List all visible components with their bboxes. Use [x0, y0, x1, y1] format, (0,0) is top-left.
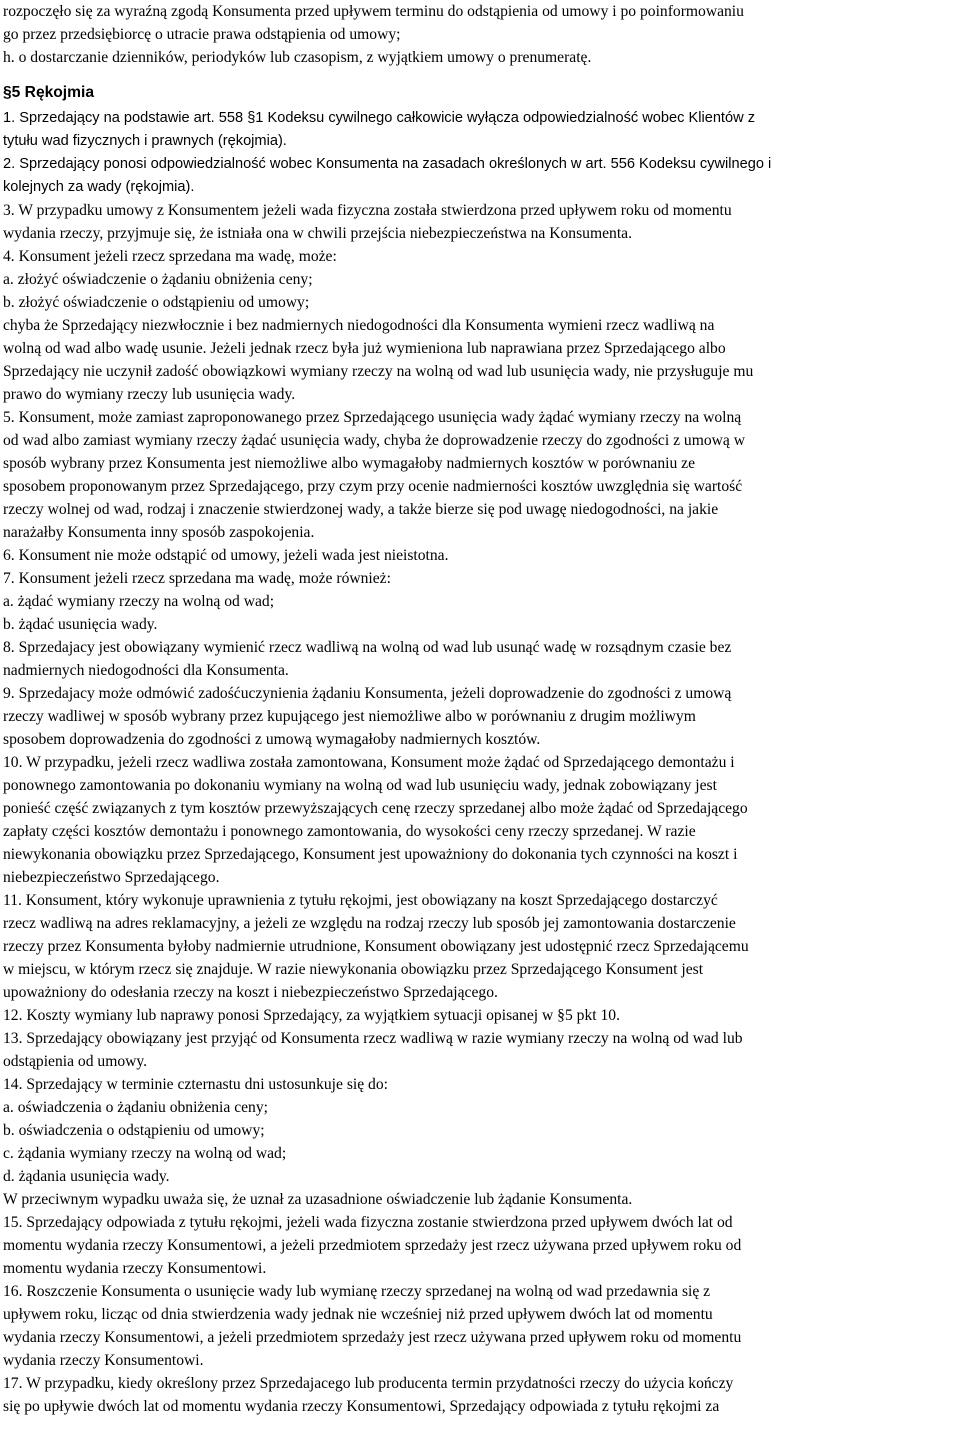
text-line: h. o dostarczanie dzienników, periodyków lub czasopism, z wyjątkiem umowy o prenumeratę.: [3, 49, 592, 66]
text-line: 14. Sprzedający w terminie czternastu dni ustosunkuje się do:: [3, 1076, 388, 1093]
text-line: tytułu wad fizycznych i prawnych (rękojmia).: [3, 133, 287, 149]
document-page: [3, 0, 957, 1441]
text-line: 1. Sprzedający na podstawie art. 558 §1 Kodeksu cywilnego całkowicie wyłącza odpowiedzialność wobec Klientów z: [3, 110, 755, 126]
text-line: upływem roku, licząc od dnia stwierdzenia wady jednak nie wcześniej niż przed upływem dwóch lat od momentu: [3, 1306, 713, 1323]
text-line: narażałby Konsumenta inny sposób zaspokojenia.: [3, 524, 315, 541]
text-line: sposób wybrany przez Konsumenta jest niemożliwe albo wymagałoby nadmiernych kosztów w porównaniu ze: [3, 455, 696, 472]
text-line: 8. Sprzedajacy jest obowiązany wymienić rzecz wadliwą na wolną od wad lub usunąć wadę w rozsądnym czasie bez: [3, 639, 732, 656]
text-line: 10. W przypadku, jeżeli rzecz wadliwa została zamontowana, Konsument może żądać od Sprzedającego demontażu i: [3, 754, 735, 771]
text-line: nadmiernych niedogodności dla Konsumenta.: [3, 662, 289, 679]
section-heading: §5 Rękojmia: [3, 84, 95, 101]
text-line: 4. Konsument jeżeli rzecz sprzedana ma wadę, może:: [3, 248, 337, 265]
text-line: 17. W przypadku, kiedy określony przez Sprzedajacego lub producenta termin przydatności rzeczy do użycia kończy: [3, 1375, 734, 1392]
text-line: rzeczy wadliwej w sposób wybrany przez kupującego jest niemożliwe albo w porównaniu z drugim możliwym: [3, 708, 696, 725]
text-line: wolną od wad albo wadę usunie. Jeżeli jednak rzecz była już wymieniona lub naprawiana przez Sprzedającego albo: [3, 340, 726, 357]
text-line: w miejscu, w którym rzecz się znajduje. W razie niewykonania obowiązku przez Sprzedającego Konsument jest: [3, 961, 704, 978]
text-line: 13. Sprzedający obowiązany jest przyjąć od Konsumenta rzecz wadliwą w razie wymiany rzeczy na wolną od wad lub: [3, 1030, 743, 1047]
text-line: 3. W przypadku umowy z Konsumentem jeżeli wada fizyczna została stwierdzona przed upływem roku od momentu: [3, 202, 732, 219]
text-line: niewykonania obowiązku przez Sprzedającego, Konsument jest upoważniony do dokonania tych czynności na koszt i: [3, 846, 738, 863]
text-line: 12. Koszty wymiany lub naprawy ponosi Sprzedający, za wyjątkiem sytuacji opisanej w §5 pkt 10.: [3, 1007, 620, 1024]
text-line: 15. Sprzedający odpowiada z tytułu rękojmi, jeżeli wada fizyczna zostanie stwierdzona przed upływem dwóch lat od: [3, 1214, 733, 1231]
text-line: 5. Konsument, może zamiast zaproponowanego przez Sprzedającego usunięcia wady żądać wymiany rzeczy na wolną: [3, 409, 742, 426]
text-line: sposobem proponowanym przez Sprzedającego, przy czym przy ocenie nadmierności kosztów uwzględnia się wartość: [3, 478, 743, 495]
text-line: W przeciwnym wypadku uważa się, że uznał za uzasadnione oświadczenie lub żądanie Konsumenta.: [3, 1191, 633, 1208]
text-line: się po upływie dwóch lat od momentu wydania rzeczy Konsumentowi, Sprzedający odpowiada z tytułu rękojmi za: [3, 1398, 720, 1415]
text-line: a. oświadczenia o żądaniu obniżenia ceny;: [3, 1099, 268, 1116]
text-line: b. oświadczenia o odstąpieniu od umowy;: [3, 1122, 265, 1139]
text-line: 11. Konsument, który wykonuje uprawnienia z tytułu rękojmi, jest obowiązany na koszt Sprzedającego dostarczyć: [3, 892, 718, 909]
text-line: sposobem doprowadzenia do zgodności z umową wymagałoby nadmiernych kosztów.: [3, 731, 541, 748]
text-line: momentu wydania rzeczy Konsumentowi.: [3, 1260, 267, 1277]
text-line: rzeczy wolnej od wad, rodzaj i znaczenie stwierdzonej wady, a także bierze się pod uwagę niedogodności, na jakie: [3, 501, 719, 518]
text-line: zapłaty części kosztów demontażu i ponownego zamontowania, do wysokości ceny rzeczy sprzedanej. W razie: [3, 823, 696, 840]
text-line: niebezpieczeństwo Sprzedającego.: [3, 869, 220, 886]
text-line: 7. Konsument jeżeli rzecz sprzedana ma wadę, może również:: [3, 570, 391, 587]
intro-block: [3, 0, 957, 69]
section-body: [3, 107, 957, 1441]
text-line: odstąpienia od umowy.: [3, 1053, 148, 1070]
text-line: d. żądania usunięcia wady.: [3, 1168, 170, 1185]
text-line: ponownego zamontowania po dokonaniu wymiany na wolną od wad lub usunięciu wady, jednak zobowiązany jest: [3, 777, 717, 794]
text-line: upoważniony do odesłania rzeczy na koszt i niebezpieczeństwo Sprzedającego.: [3, 984, 498, 1001]
text-line: 16. Roszczenie Konsumenta o usunięcie wady lub wymianę rzeczy sprzedanej na wolną od wad przedawnia się z: [3, 1283, 711, 1300]
text-line: chyba że Sprzedający niezwłocznie i bez nadmiernych niedogodności dla Konsumenta wymieni rzecz wadliwą na: [3, 317, 715, 334]
text-line: prawo do wymiany rzeczy lub usunięcia wady.: [3, 386, 296, 403]
text-line: od wad albo zamiast wymiany rzeczy żądać usunięcia wady, chyba że doprowadzenie rzeczy do zgodności z umową w: [3, 432, 745, 449]
text-line: wydania rzeczy, przyjmuje się, że istniała ona w chwili przejścia niebezpieczeństwa na Konsumenta.: [3, 225, 632, 242]
text-line: b. złożyć oświadczenie o odstąpieniu od umowy;: [3, 294, 310, 311]
text-line: wydania rzeczy Konsumentowi.: [3, 1352, 204, 1369]
text-line: kolejnych za wady (rękojmia).: [3, 179, 195, 195]
text-line: wydania rzeczy Konsumentowi, a jeżeli przedmiotem sprzedaży jest rzecz używana przed upływem roku od momentu: [3, 1329, 742, 1346]
text-line: rzecz wadliwą na adres reklamacyjny, a jeżeli ze względu na rodzaj rzeczy lub sposób jej zamontowania dostarczenie: [3, 915, 736, 932]
text-line: b. żądać usunięcia wady.: [3, 616, 158, 633]
text-line: c. żądania wymiany rzeczy na wolną od wad;: [3, 1145, 287, 1162]
text-line: 9. Sprzedajacy może odmówić zadośćuczynienia żądaniu Konsumenta, jeżeli doprowadzenie do zgodności z umową: [3, 685, 732, 702]
text-line: go przez przedsiębiorcę o utracie prawa odstąpienia od umowy;: [3, 26, 401, 43]
text-line: Sprzedający nie uczynił zadość obowiązkowi wymiany rzeczy na wolną od wad lub usunięcia wady, nie przysługuje mu: [3, 363, 754, 380]
text-line: a. żądać wymiany rzeczy na wolną od wad;: [3, 593, 275, 610]
text-line: a. złożyć oświadczenie o żądaniu obniżenia ceny;: [3, 271, 313, 288]
text-line: rzeczy przez Konsumenta byłoby nadmiernie utrudnione, Konsument obowiązany jest udostępnić rzecz Sprzedającemu: [3, 938, 749, 955]
text-line: ponieść część związanych z tym kosztów przewyższających cenę rzeczy sprzedanej albo może żądać od Sprzedającego: [3, 800, 748, 817]
text-line: 6. Konsument nie może odstąpić od umowy, jeżeli wada jest nieistotna.: [3, 547, 449, 564]
text-line: momentu wydania rzeczy Konsumentowi, a jeżeli przedmiotem sprzedaży jest rzecz używana przed upływem roku od: [3, 1237, 742, 1254]
text-line: rozpoczęło się za wyraźną zgodą Konsumenta przed upływem terminu do odstąpienia od umowy i po poinformowaniu: [3, 3, 744, 20]
text-line: 2. Sprzedający ponosi odpowiedzialność wobec Konsumenta na zasadach określonych w art. 556 Kodeksu cywilnego i: [3, 156, 772, 172]
